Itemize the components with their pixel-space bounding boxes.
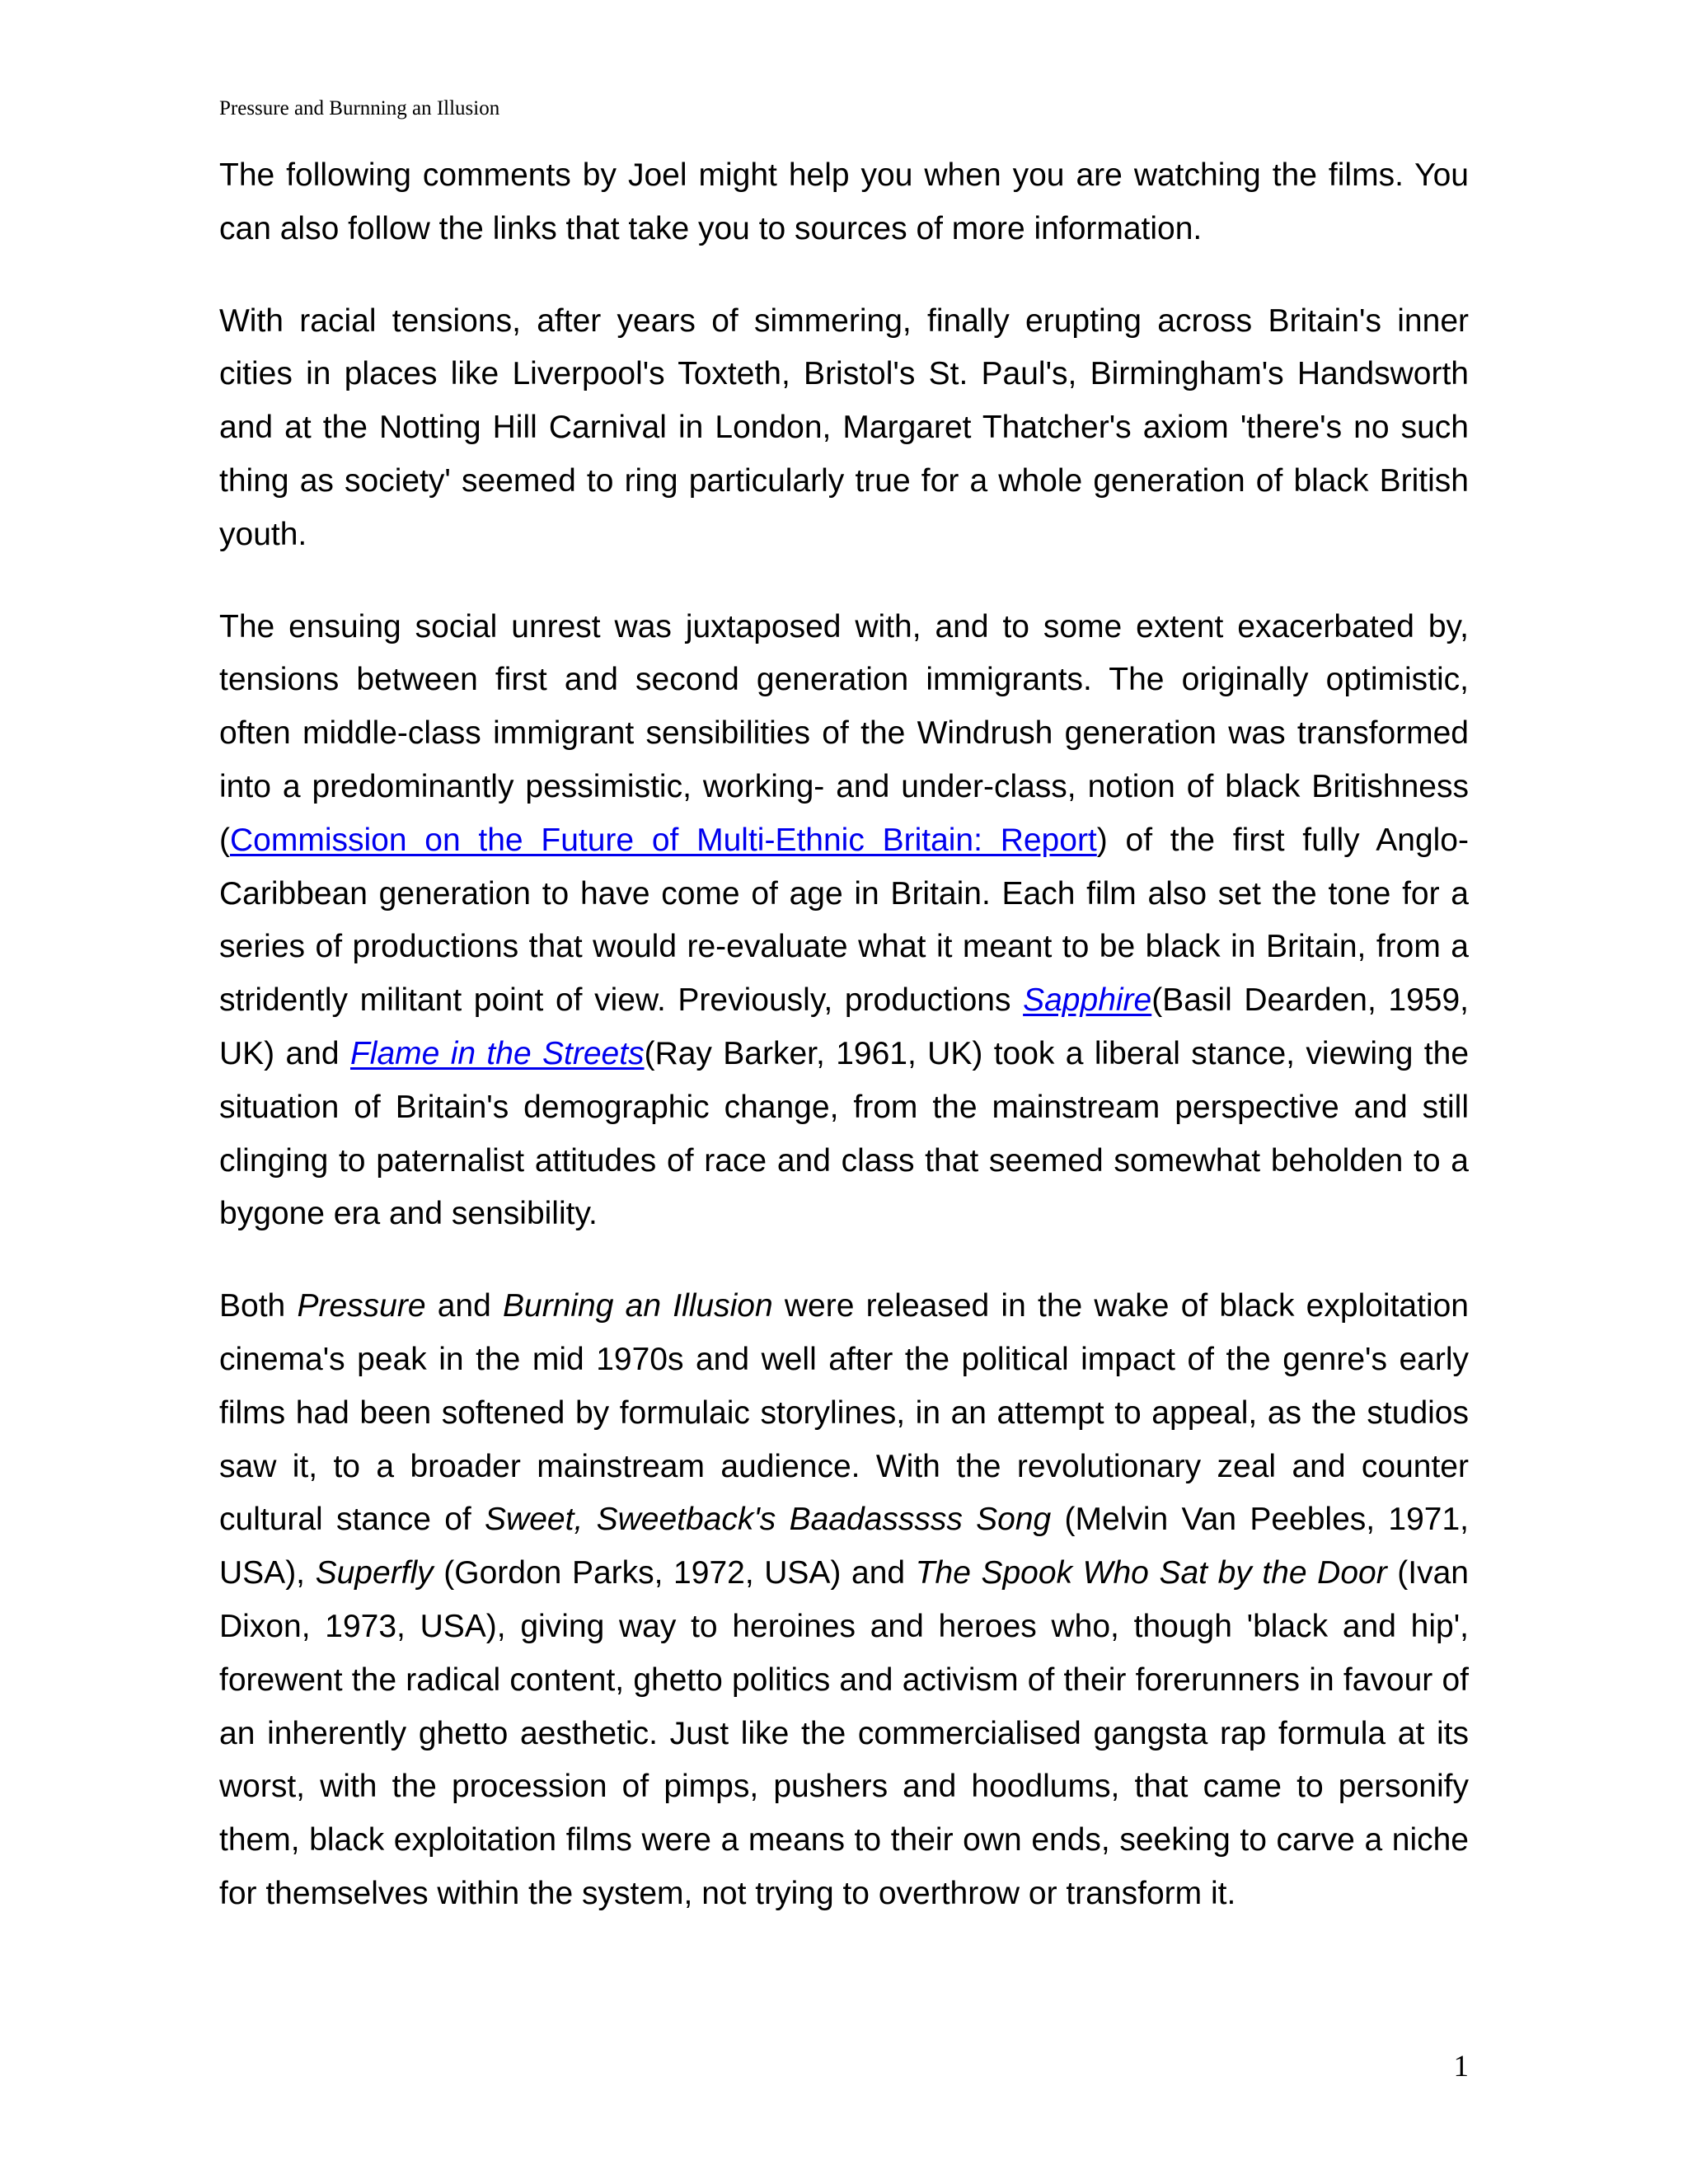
document-body — [219, 149, 1469, 1921]
paragraph-text: Both — [219, 1288, 298, 1324]
paragraph-text: The ensuing social unrest was juxtaposed with, and to some extent exacerbated by, tensions between first and second generation immigrants. The originally optimistic, often middle-class immigrant sensibilities of the Windrush generation was transformed into a predominantly pessimistic, working- and under-class, notion of black Britishness ( — [219, 608, 1469, 858]
paragraph-text: (Ray Barker, 1961, UK) took a liberal stance, viewing the situation of Britain's demographic change, from the mainstream perspective and still clinging to paternalist attitudes of race and class that seemed somewhat beholden to a bygone era and sensibility. — [219, 1035, 1470, 1232]
paragraph-text: (Gordon Parks, 1972, USA) and — [433, 1555, 916, 1591]
film-title-spook-who-sat-by-the-door: The Spook Who Sat by the Door — [915, 1555, 1387, 1591]
film-title-superfly: Superfly — [315, 1555, 434, 1591]
paragraph-intro: The following comments by Joel might help you when you are watching the films. You can also follow the links that take you to sources of more information. — [219, 157, 1469, 246]
running-header: Pressure and Burnning an Illusion — [219, 97, 500, 120]
paragraph-text: (Melvin Van Peebles, 1971, USA), — [219, 1502, 1469, 1591]
film-title-pressure: Pressure — [297, 1288, 426, 1324]
paragraph-social-unrest — [219, 601, 1469, 1242]
commission-report-link[interactable]: Commission on the Future of Multi-Ethnic Britain: Report — [230, 822, 1097, 858]
paragraph-text: (Ivan Dixon, 1973, USA), giving way to heroines and heroes who, though 'black and hip', forewent the radical content, ghetto politics and activism of their forerunners in favour of an inherently ghetto aesthetic. Just like the commercialised gangsta rap formula at its worst, with the procession of pimps, pushers and hoodlums, that came to personify them, black exploitation films were a means to their own ends, seeking to carve a niche for themselves within the system, not trying to overthrow or transform it. — [219, 1555, 1469, 1911]
page-number: 1 — [1453, 2050, 1469, 2083]
paragraph-text: ) of the first fully Anglo-Caribbean generation to have come of age in Britain. Each film also set the tone for a series of productions that would re-evaluate what it meant to be black in Britain, from a stridently militant point of view. Previously, productions — [219, 822, 1469, 1019]
paragraph-text: were released in the wake of black exploitation cinema's peak in the mid 1970s and well after the political impact of the genre's early films had been softened by formulaic storylines, in an attempt to appeal, as the studios saw it, to a broader mainstream audience. With the revolutionary zeal and counter cultural stance of — [219, 1288, 1469, 1538]
paragraph-black-exploitation — [219, 1280, 1469, 1921]
paragraph-racial-tensions: With racial tensions, after years of simmering, finally erupting across Britain's inner cities in places like Liverpool's Toxteth, Bristol's St. Paul's, Birmingham's Handsworth and at the Notting Hill Carnival in London, Margaret Thatcher's axiom 'there's no such thing as society' seemed to ring particularly true for a whole generation of black British youth. — [219, 302, 1469, 552]
film-title-burning-an-illusion: Burning an Illusion — [503, 1288, 773, 1324]
paragraph-text: and — [425, 1288, 504, 1324]
film-title-sweetback: Sweet, Sweetback's Baadasssss Song — [485, 1502, 1052, 1538]
flame-in-the-streets-film-link[interactable]: Flame in the Streets — [349, 1035, 645, 1071]
sapphire-film-link[interactable]: Sapphire — [1023, 982, 1152, 1019]
paragraph-text: (Basil Dearden, 1959, UK) and — [219, 982, 1469, 1071]
